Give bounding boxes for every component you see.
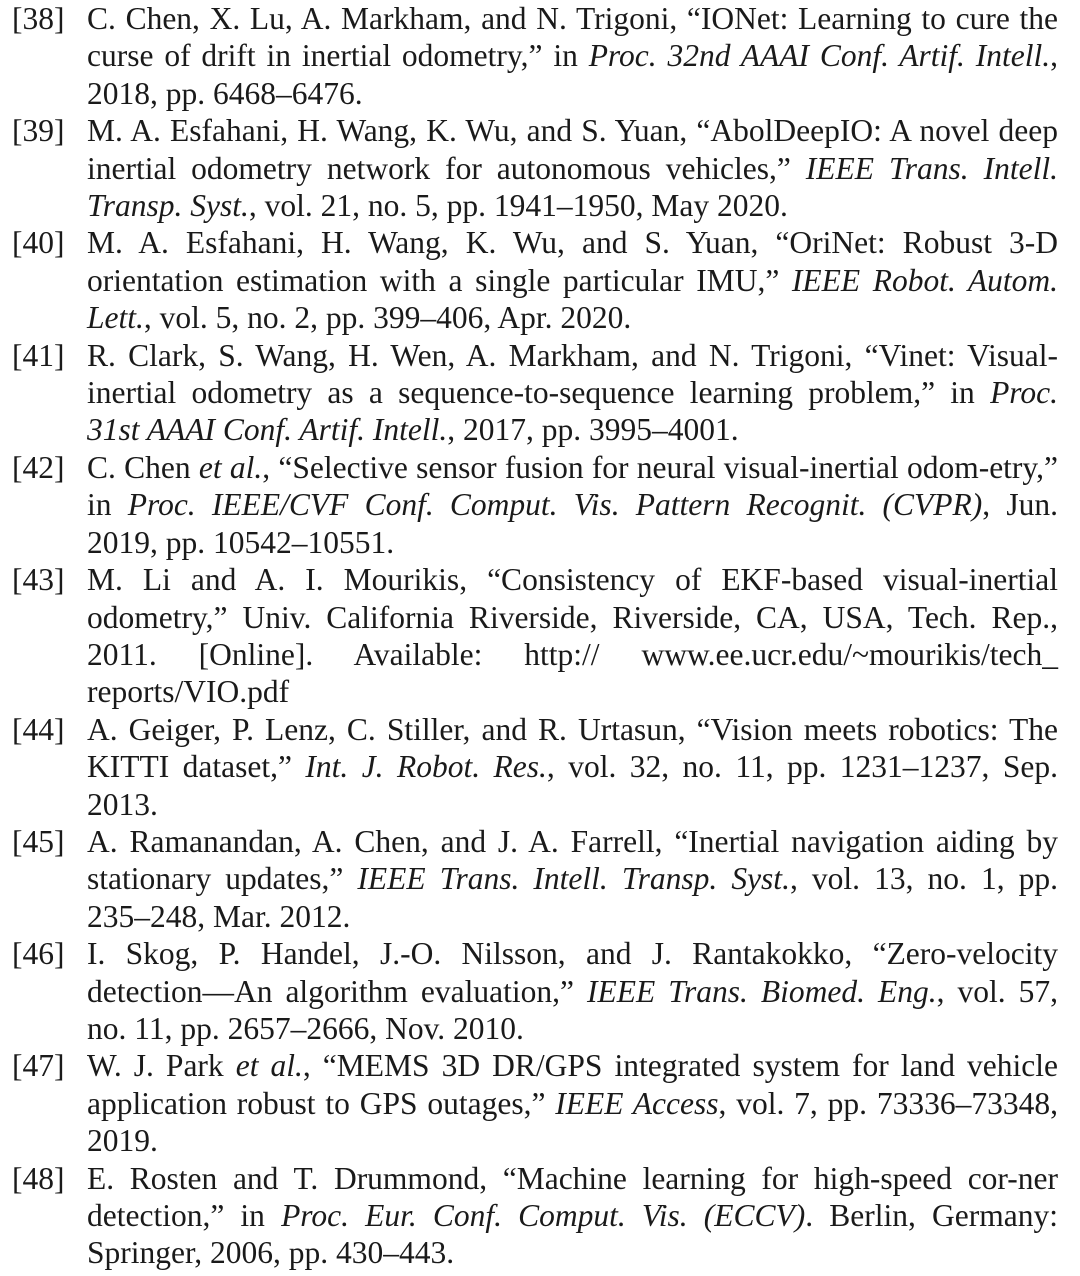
reference-entry xyxy=(12,112,1058,224)
reference-text: , vol. 21, no. 5, pp. 1941–1950, May 2020. xyxy=(248,188,788,224)
reference-text: , vol. 13, no. 1, pp. 235–248, Mar. 2012. xyxy=(87,861,1059,934)
reference-entry xyxy=(12,561,1058,711)
reference-number: [46] xyxy=(12,936,65,972)
reference-text: C. Chen xyxy=(87,449,199,485)
reference-text: , 2018, pp. 6468–6476. xyxy=(87,38,1058,111)
reference-number: [43] xyxy=(12,562,65,598)
reference-venue-italic: Proc. IEEE/CVF Conf. Comput. Vis. Pattern Recognit. (CVPR) xyxy=(127,487,983,523)
reference-venue-italic: IEEE Trans. Intell. Transp. Syst. xyxy=(87,150,1058,224)
reference-text: M. A. Esfahani, H. Wang, K. Wu, and S. Yuan, “AbolDeepIO: A novel deep inertial odometry network for autonomous vehicles,” xyxy=(87,113,1058,186)
reference-entry xyxy=(12,823,1058,935)
reference-text: , Jun. 2019, pp. 10542–10551. xyxy=(87,487,1058,560)
reference-text: C. Chen, X. Lu, A. Markham, and N. Trigoni, “IONet: Learning to cure the curse of drift in inertial odometry,” in xyxy=(87,1,1058,74)
reference-text: M. A. Esfahani, H. Wang, K. Wu, and S. Yuan, “OriNet: Robust 3-D orientation estimation with a single particular IMU,” xyxy=(87,225,1058,298)
reference-entry xyxy=(12,0,1058,112)
reference-entry xyxy=(12,224,1058,336)
reference-entry xyxy=(12,1047,1058,1159)
reference-text: A. Ramanandan, A. Chen, and J. A. Farrell, “Inertial navigation aiding by stationary updates,” xyxy=(87,823,1058,897)
reference-venue-italic: IEEE Trans. Biomed. Eng. xyxy=(587,973,937,1009)
reference-venue-italic: Proc. Eur. Conf. Comput. Vis. (ECCV) xyxy=(281,1198,806,1233)
reference-entry xyxy=(12,935,1058,1047)
reference-venue-italic: et al. xyxy=(198,449,263,485)
reference-number: [41] xyxy=(12,337,65,373)
reference-text: E. Rosten and T. Drummond, “Machine learning for high-speed cor-ner detection,” in xyxy=(87,1160,1058,1233)
reference-text: W. J. Park xyxy=(87,1048,236,1084)
reference-text: , 2017, pp. 3995–4001. xyxy=(447,412,739,448)
reference-venue-italic: IEEE Access xyxy=(555,1085,719,1121)
reference-number: [39] xyxy=(12,113,65,149)
reference-text: R. Clark, S. Wang, H. Wen, A. Markham, and N. Trigoni, “Vinet: Visual-inertial odometry as a sequence-to-sequence learning problem,” in xyxy=(87,337,1058,411)
reference-text: I. Skog, P. Handel, J.-O. Nilsson, and J. Rantakokko, “Zero-velocity detection—An algorithm evaluation,” xyxy=(87,936,1058,1009)
reference-text: , vol. 32, no. 11, pp. 1231–1237, Sep. 2013. xyxy=(87,749,1058,822)
reference-text: , vol. 57, no. 11, pp. 2657–2666, Nov. 2010. xyxy=(87,973,1058,1046)
reference-text: , “Selective sensor fusion for neural visual-inertial odom-etry,” in xyxy=(87,449,1058,523)
reference-entry xyxy=(12,337,1058,449)
reference-number: [40] xyxy=(12,225,65,261)
reference-entry xyxy=(12,449,1058,561)
reference-text: , “MEMS 3D DR/GPS integrated system for land vehicle application robust to GPS outages,” xyxy=(87,1048,1058,1121)
reference-list xyxy=(12,0,1058,1272)
reference-text: A. Geiger, P. Lenz, C. Stiller, and R. Urtasun, “Vision meets robotics: The KITTI dataset,” xyxy=(87,711,1058,785)
reference-text: M. Li and A. I. Mourikis, “Consistency of EKF-based visual-inertial odometry,” Univ. California Riverside, Riverside, CA, USA, Tech. Rep., 2011. [Online]. Available: http:// www.ee.ucr.edu/~mourikis/tech_ reports/VIO.pdf xyxy=(87,562,1058,710)
reference-entry xyxy=(12,711,1058,823)
reference-venue-italic: Proc. 32nd AAAI Conf. Artif. Intell. xyxy=(588,38,1051,74)
reference-number: [45] xyxy=(12,823,65,859)
reference-venue-italic: Proc. 31st AAAI Conf. Artif. Intell. xyxy=(87,375,1058,448)
reference-number: [44] xyxy=(12,711,65,747)
reference-text: , vol. 7, pp. 73336–73348, 2019. xyxy=(87,1085,1058,1159)
reference-text: , vol. 5, no. 2, pp. 399–406, Apr. 2020. xyxy=(143,300,632,336)
reference-entry xyxy=(12,1160,1058,1272)
reference-number: [47] xyxy=(12,1048,65,1084)
reference-text: . Berlin, Germany: Springer, 2006, pp. 430–443. xyxy=(87,1198,1058,1271)
reference-venue-italic: Int. J. Robot. Res. xyxy=(305,749,547,785)
reference-number: [42] xyxy=(12,449,65,485)
reference-venue-italic: et al. xyxy=(235,1048,303,1084)
reference-venue-italic: IEEE Robot. Autom. Lett. xyxy=(87,262,1058,336)
reference-number: [38] xyxy=(12,1,65,36)
reference-venue-italic: IEEE Trans. Intell. Transp. Syst. xyxy=(357,861,790,897)
reference-number: [48] xyxy=(12,1160,65,1196)
